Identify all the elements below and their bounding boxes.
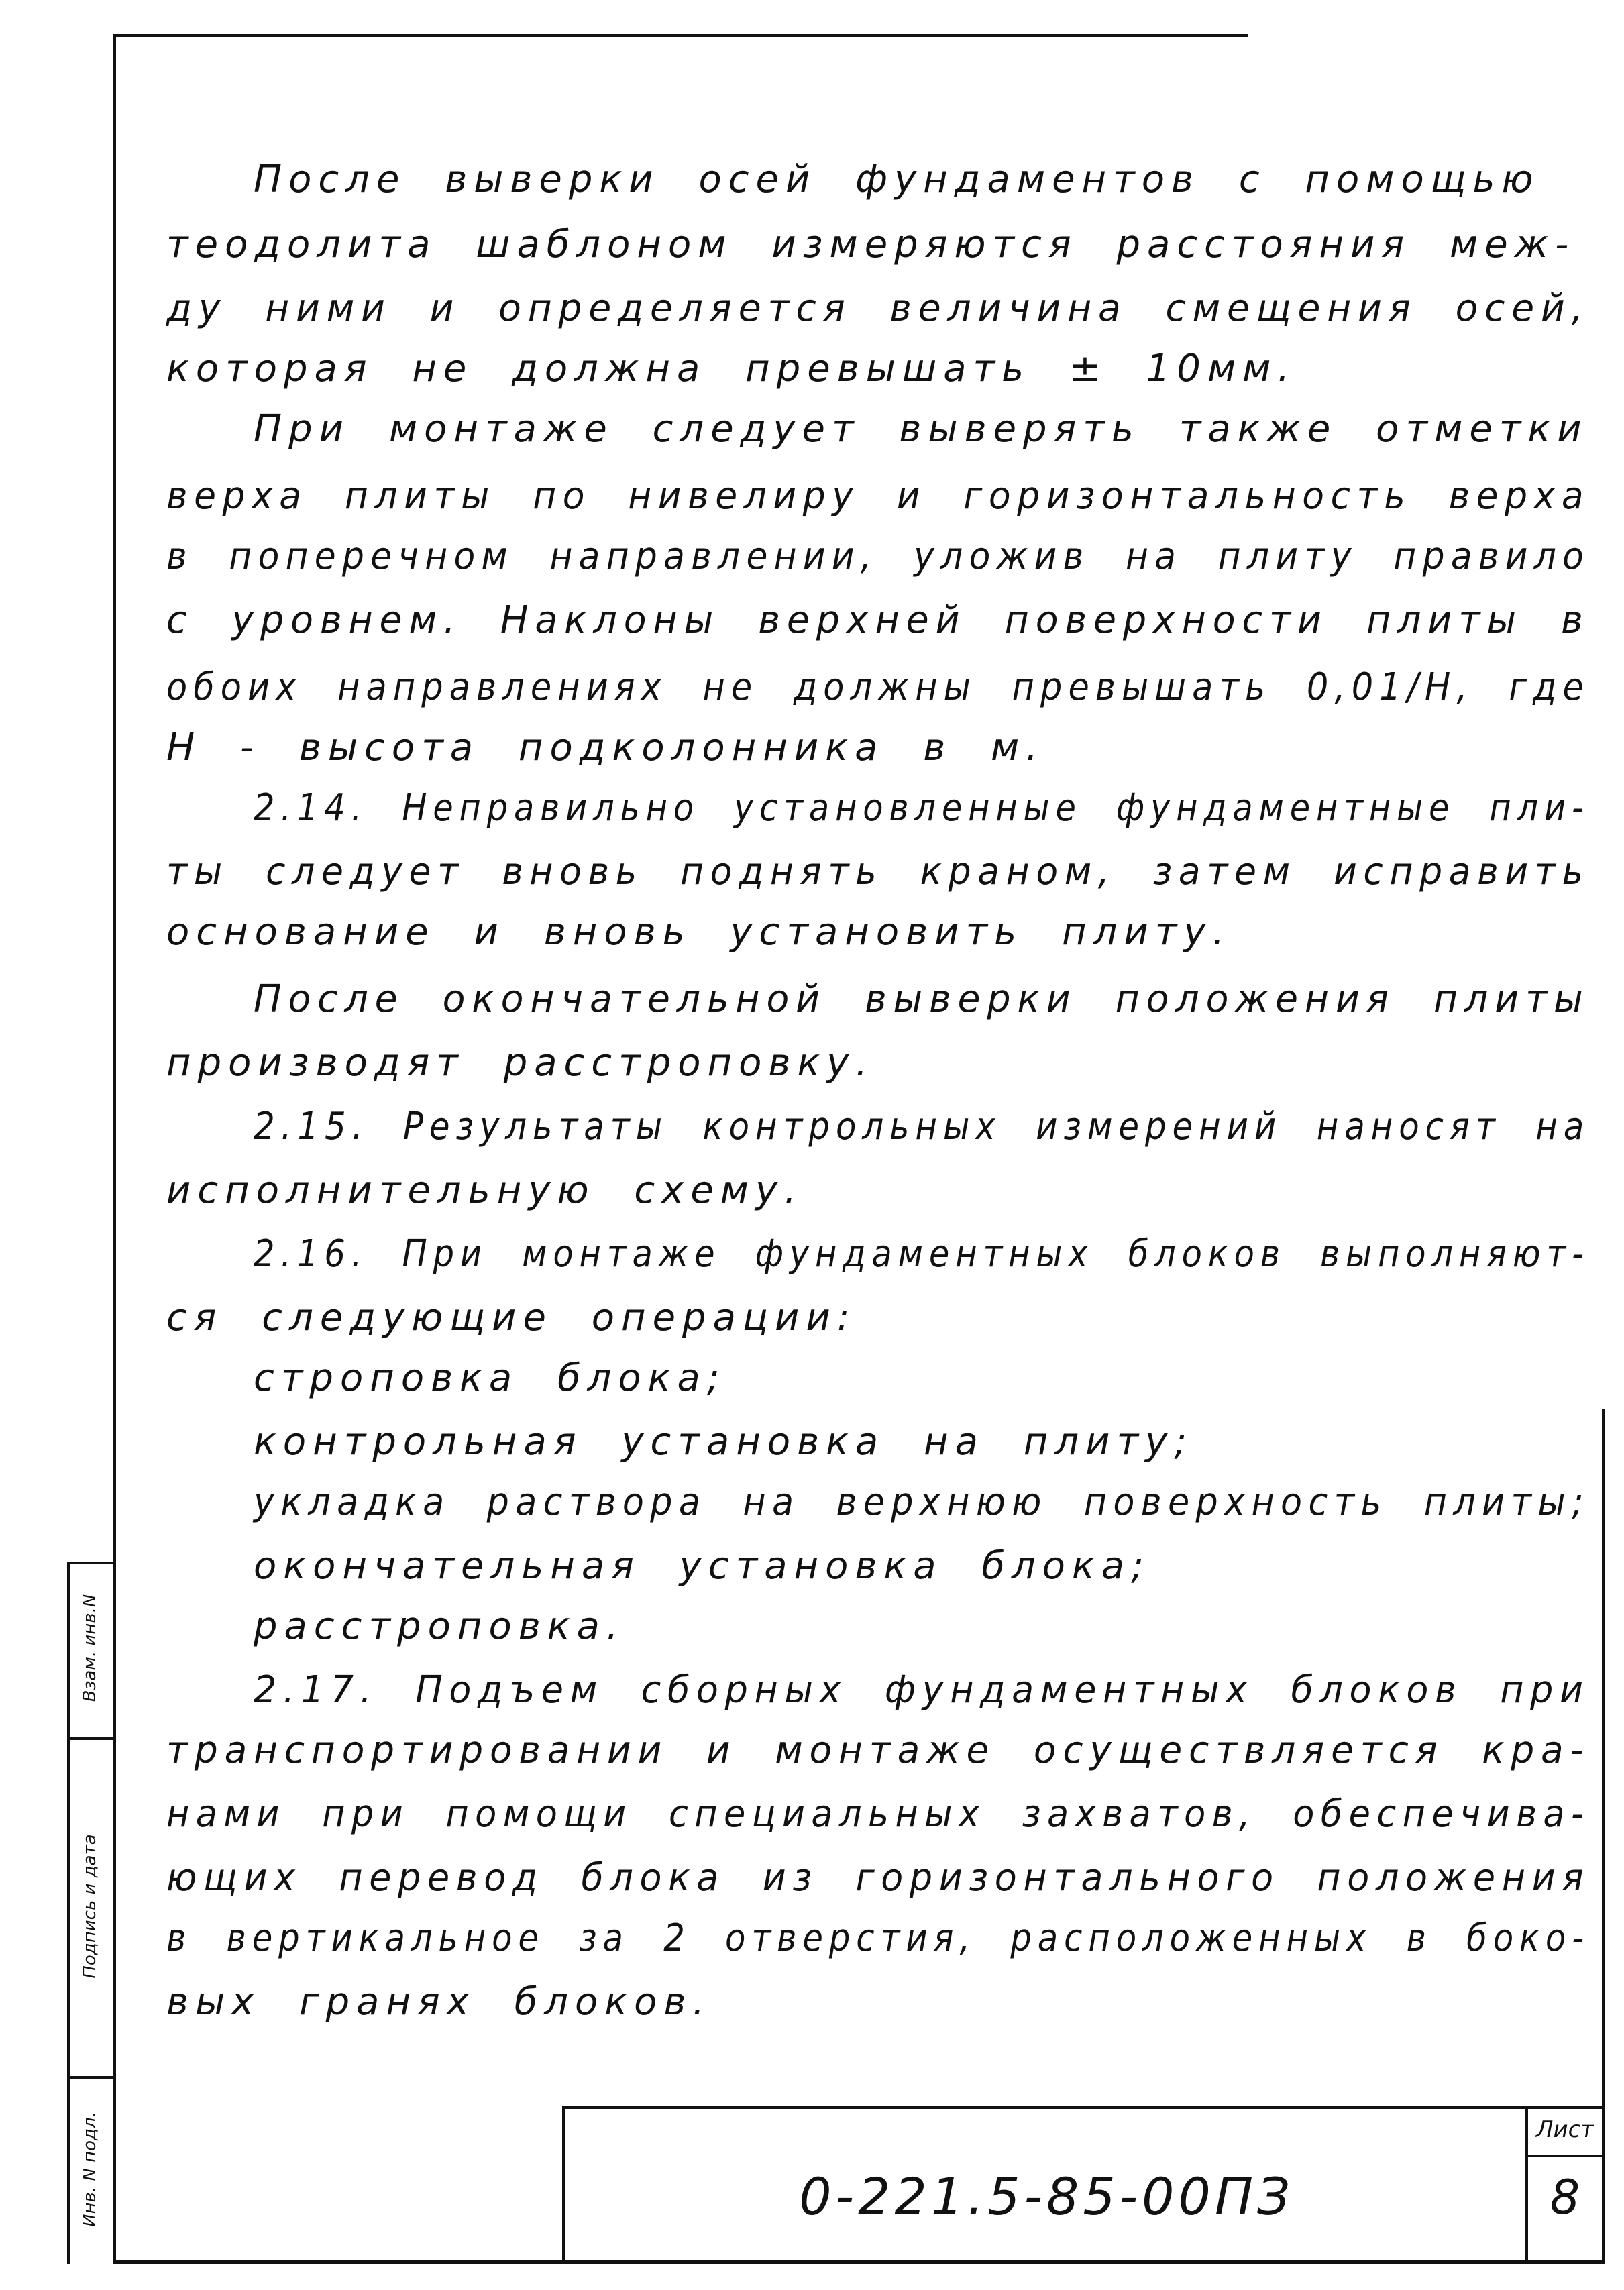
text-line-1: После выверки осей фундаментов с помощью: [254, 158, 1540, 201]
text-line-20: строповка блока;: [254, 1356, 726, 1400]
text-line-28: ющих перевод блока из горизонтального положения: [166, 1856, 1590, 1900]
text-line-26: транспортировании и монтаже осуществляется кра-: [166, 1729, 1590, 1772]
text-line-24: расстроповка.: [254, 1604, 625, 1648]
text-line-9: обоих направлениях не должны превышать 0,01/H, где: [166, 665, 1590, 709]
text-line-25: 2.17. Подъем сборных фундаментных блоков при: [254, 1668, 1590, 1712]
sheet-label: Лист: [1535, 2116, 1594, 2143]
text-line-10: H - высота подколонника в м.: [166, 726, 1045, 769]
title-block-top-line: [563, 2106, 1605, 2109]
stamp-column-left-line: [67, 1562, 70, 2264]
text-line-16: 2.15. Результаты контрольных измерений наносят на: [254, 1105, 1590, 1148]
text-line-3: ду ними и определяется величина смещения осей,: [166, 286, 1590, 330]
text-line-15: производят расстроповку.: [166, 1041, 875, 1085]
text-line-23: окончательная установка блока;: [254, 1544, 1150, 1588]
side-label-podpis-data: Подпись и дата: [80, 1834, 100, 1979]
sheet-number: 8: [1550, 2170, 1580, 2225]
stamp-divider-2: [67, 2076, 115, 2079]
text-line-17: исполнительную схему.: [166, 1168, 803, 1212]
text-line-29: в вертикальное за 2 отверстия, расположенных в боко-: [166, 1916, 1590, 1960]
side-label-vzam-inv: Взам. инв.N: [80, 1594, 100, 1702]
stamp-divider-1: [67, 1737, 115, 1740]
document-code: 0-221.5-85-00ПЗ: [799, 2167, 1294, 2226]
text-line-13: основание и вновь установить плиту.: [166, 910, 1232, 954]
text-line-11: 2.14. Неправильно установленные фундаментные пли-: [254, 786, 1590, 830]
text-line-7: в поперечном направлении, уложив на плиту правило: [166, 535, 1590, 578]
text-line-18: 2.16. При монтаже фундаментных блоков выполняют-: [254, 1232, 1590, 1276]
text-line-8: с уровнем. Наклоны верхней поверхности плиты в: [166, 598, 1590, 642]
text-line-19: ся следующие операции:: [166, 1296, 857, 1340]
text-line-2: теодолита шаблоном измеряются расстояния меж-: [166, 223, 1576, 266]
text-line-27: нами при помощи специальных захватов, обеспечива-: [166, 1792, 1590, 1836]
frame-left-line: [113, 34, 116, 2264]
text-line-14: После окончательной выверки положения плиты: [254, 977, 1590, 1021]
frame-bottom-line: [113, 2260, 1605, 2264]
title-block-left-line: [562, 2106, 565, 2264]
text-line-30: вых гранях блоков.: [166, 1980, 712, 2024]
text-line-4: которая не должна превышать ± 10мм.: [166, 347, 1297, 390]
text-line-22: укладка раствора на верхнюю поверхность плиты;: [254, 1480, 1590, 1524]
frame-top-line: [114, 34, 1248, 37]
text-line-6: верха плиты по нивелиру и горизонтальность верха: [166, 474, 1590, 518]
sheet-cell-divider: [1525, 2155, 1605, 2157]
text-line-5: При монтаже следует выверять также отметки: [254, 407, 1588, 451]
side-label-inv-podl: Инв. N подл.: [80, 2112, 100, 2227]
text-line-12: ты следует вновь поднять краном, затем исправить: [166, 850, 1590, 893]
text-line-21: контрольная установка на плиту;: [254, 1420, 1194, 1464]
